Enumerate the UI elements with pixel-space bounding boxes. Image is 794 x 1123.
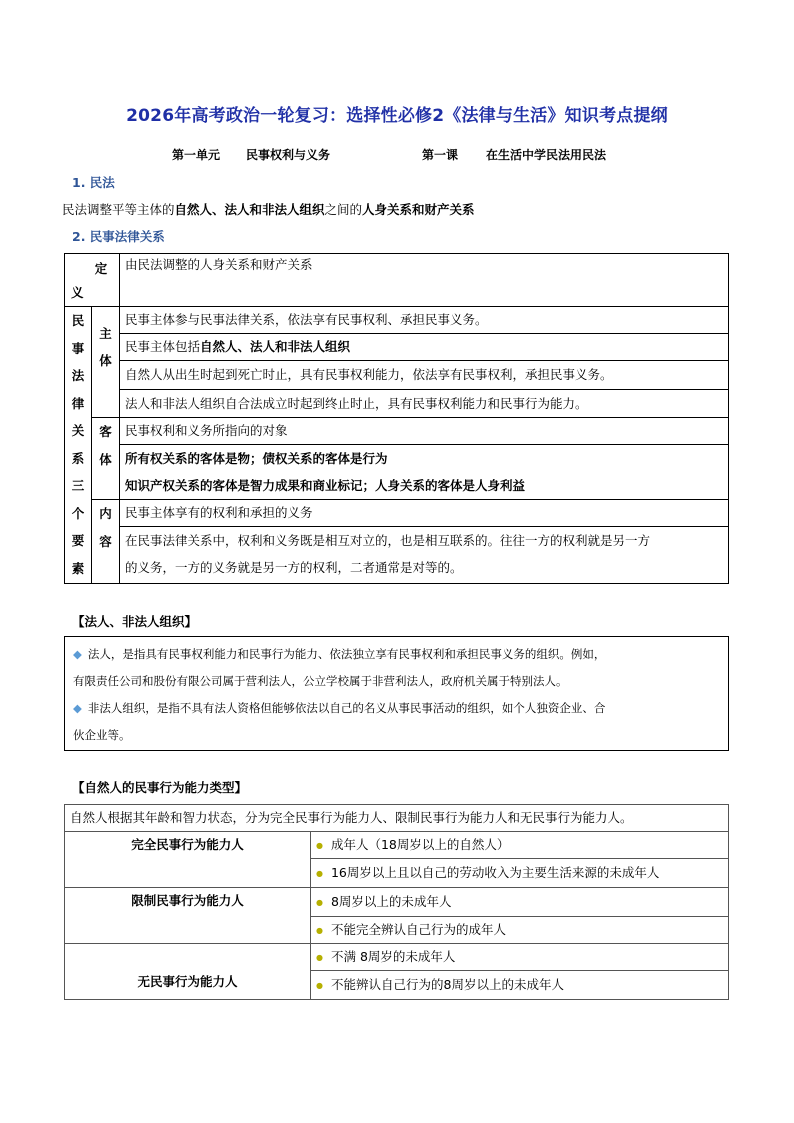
subject-row: 民事主体参与民事法律关系，依法享有民事权利、承担民事义务。 [120,307,729,334]
content-row: 的义务，一方的义务就是另一方的权利，二者通常是对等的。 [120,555,729,583]
lesson-number: 第一课 [422,148,459,162]
unit-name: 民事权利与义务 [246,148,331,162]
label-char: 事 [71,340,85,356]
three-elements-label [65,307,92,584]
section-heading-legal-persons: 【法人、非法人组织】 [72,614,198,629]
capacity-item [311,917,729,944]
definition-part: 之间的 [324,202,363,217]
definition-highlight: 自然人、法人和非法人组织 [174,202,325,217]
capacity-limited-label: 限制民事行为能力人 [65,888,311,944]
label-char: 个 [71,505,85,521]
capacity-item-text: 不能辨认自己行为的8周岁以上的未成年人 [330,977,564,992]
definition-label-char: 义 [71,285,84,300]
label-char: 律 [71,395,85,411]
subject-label [92,307,120,418]
unit-number: 第一单元 [172,148,221,162]
capacity-item-text: 8周岁以上的未成年人 [330,894,452,909]
bullet-icon: ● [316,869,323,878]
label-char: 民 [71,313,85,329]
definition-part: 民法调整平等主体的 [62,202,175,217]
object-row: 所有权关系的客体是物；债权关系的客体是行为 [120,445,729,473]
object-row: 民事权利和义务所指向的对象 [120,418,729,445]
capacity-item-text: 16周岁以上且以自己的劳动收入为主要生活来源的未成年人 [330,865,660,880]
label-char: 主 [99,325,112,341]
label-char: 客 [99,424,112,439]
label-char: 要 [71,533,85,549]
diamond-bullet-icon: ◆ [73,647,82,661]
capacity-none-label: 无民事行为能力人 [65,944,311,1000]
capacity-table [64,804,729,1000]
section-heading-capacity-types: 【自然人的民事行为能力类型】 [72,780,248,795]
bullet-icon: ● [316,953,323,962]
definition-label-char: 定 [94,261,108,276]
capacity-item [311,971,729,1000]
label-char: 体 [99,353,112,368]
capacity-item [311,888,729,917]
subject-row: 自然人从出生时起到死亡时止，具有民事权利能力，依法享有民事权利，承担民事义务。 [120,361,729,390]
bullet-icon: ● [316,898,323,907]
lesson-name: 在生活中学民法用民法 [486,148,607,162]
label-char: 法 [71,368,85,384]
civil-law-definition [62,200,475,218]
bullet-icon: ● [316,981,323,990]
section-heading-civil-law: 1. 民法 [72,175,115,190]
diamond-bullet-icon: ◆ [73,701,82,715]
non-legal-person-text: 非法人组织，是指不具有法人资格但能够依法以自己的名义从事民事活动的组织，如个人独资企业、合 [87,701,606,715]
legal-person-line [73,641,720,668]
document-title: 2026年高考政治一轮复习：选择性必修2《法律与生活》知识考点提纲 [126,106,668,126]
content-row: 在民事法律关系中，权利和义务既是相互对立的，也是相互联系的。往往一方的权利就是另一方 [120,527,729,556]
capacity-item-text: 成年人（18周岁以上的自然人） [330,837,510,852]
non-legal-person-line: 伙企业等。 [73,728,131,742]
bullet-icon: ● [316,841,323,850]
capacity-item [311,832,729,859]
content-label [92,500,120,584]
label-char: 容 [99,533,112,549]
legal-person-text: 法人，是指具有民事权利能力和民事行为能力、依法独立享有民事权利和承担民事义务的组织。例如， [87,647,606,661]
capacity-item-text: 不满 8周岁的未成年人 [330,949,456,964]
legal-persons-box [64,636,729,751]
non-legal-person-line [73,695,720,722]
capacity-item [311,859,729,888]
object-label [92,418,120,500]
content-row: 民事主体享有的权利和承担的义务 [120,500,729,527]
section-heading-civil-legal-relation: 2. 民事法律关系 [72,229,165,244]
object-row: 知识产权关系的客体是智力成果和商业标记；人身关系的客体是人身利益 [120,473,729,500]
subject-row-text: 民事主体包括 [125,339,201,354]
subject-row-highlight: 自然人、法人和非法人组织 [200,339,351,354]
label-char: 三 [71,478,85,494]
bullet-icon: ● [316,926,323,935]
definition-text: 由民法调整的人身关系和财产关系 [120,254,729,307]
label-char: 内 [99,506,112,521]
subject-row: 法人和非法人组织自合法成立时起到终止时止，具有民事权利能力和民事行为能力。 [120,390,729,418]
subject-row [120,334,729,361]
label-char: 体 [99,451,112,467]
capacity-intro: 自然人根据其年龄和智力状态，分为完全民事行为能力人、限制民事行为能力人和无民事行为能力人。 [65,805,729,832]
capacity-item-text: 不能完全辨认自己行为的成年人 [330,922,506,937]
capacity-item [311,944,729,971]
label-char: 关 [71,423,85,439]
capacity-full-label: 完全民事行为能力人 [65,832,311,888]
definition-label [65,254,120,307]
civil-relation-table [64,253,729,584]
label-char: 素 [71,560,85,576]
legal-person-line: 有限责任公司和股份有限公司属于营利法人，公立学校属于非营利法人，政府机关属于特别法人。 [73,674,568,688]
definition-highlight: 人身关系和财产关系 [362,202,475,217]
label-char: 系 [71,450,85,466]
